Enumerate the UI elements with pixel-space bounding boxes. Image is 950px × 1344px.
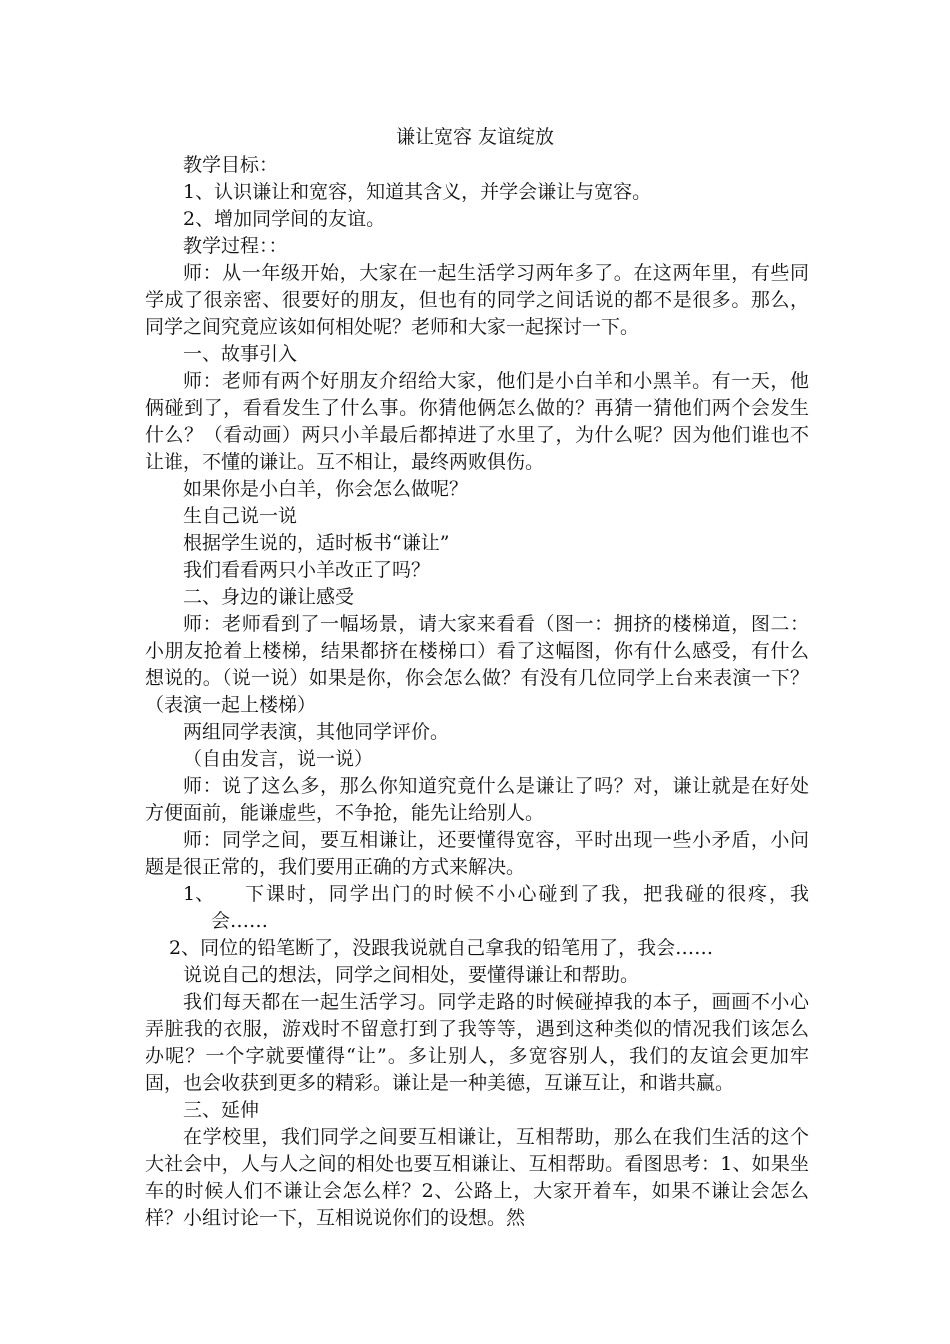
document-title: 谦让宽容 友谊绽放 [395,126,555,148]
paragraph: 我们每天都在一起生活学习。同学走路的时候碰掉我的本子，画画不小心弄脏我的衣服，游戏时不留意打到了我等等，遇到这种类似的情况我们该怎么办呢？一个字就要懂得“让”。多让别人，多宽容别人，我们的友谊会更加牢固，也会收获到更多的精彩。谦让是一种美德，互谦互让，和谐共赢。 [145,991,809,1094]
paragraph: 两组同学表演，其他同学评价。 [183,721,450,743]
list-item-number: 1、 [183,883,215,905]
paragraph: 师：从一年级开始，大家在一起生活学习两年多了。在这两年里，有些同学成了很亲密、很要好的朋友，但也有的同学之间话说的都不是很多。那么，同学之间究竟应该如何相处呢？老师和大家一起探讨一下。 [145,262,809,338]
paragraph: 师：说了这么多，那么你知道究竟什么是谦让了吗？对，谦让就是在好处方便面前，能谦虚些，不争抢，能先让给别人。 [145,775,809,824]
paragraph: 我们看看两只小羊改正了吗？ [183,559,431,581]
section-heading: 一、故事引入 [183,343,298,365]
objective-item: 2、增加同学间的友谊。 [183,208,386,230]
section-heading-process: 教学过程：： [183,235,288,257]
paragraph: 如果你是小白羊，你会怎么做呢？ [183,478,469,500]
paragraph: 师：老师有两个好朋友介绍给大家，他们是小白羊和小黑羊。有一天，他俩碰到了，看看发生了什么事。你猜他俩怎么做的？再猜一猜他们两个会发生什么？（看动画）两只小羊最后都掉进了水里了，为什么呢？因为他们谁也不让谁，不懂的谦让。互不相让，最终两败俱伤。 [145,370,809,473]
paragraph: 师：老师看到了一幅场景，请大家来看看（图一：拥挤的楼梯道，图二：小朋友抢着上楼梯，结果都挤在楼梯口）看了这幅图，你有什么感受，有什么想说的。（说一说）如果是你，你会怎么做？有没有几位同学上台来表演一下？（表演一起上楼梯） [145,613,809,716]
paragraph: 根据学生说的，适时板书“谦让” [183,532,450,554]
section-heading: 三、延伸 [183,1099,260,1121]
paragraph: （自由发言，说一说） [183,748,374,770]
paragraph: 生自己说一说 [183,505,298,527]
objective-item: 1、认识谦让和宽容，知道其含义，并学会谦让与宽容。 [183,181,652,203]
paragraph: 在学校里，我们同学之间要互相谦让，互相帮助，那么在我们生活的这个大社会中，人与人之间的相处也要互相谦让、互相帮助。看图思考：1、如果坐车的时候人们不谦让会怎么样？2、公路上，大家开着车，如果不谦让会怎么样？小组讨论一下，互相说说你们的设想。然 [145,1126,809,1229]
list-item-text: 下课时，同学出门的时候不小心碰到了我，把我碰的很疼，我会…… [211,883,809,932]
list-item: 2、同位的铅笔断了，没跟我说就自己拿我的铅笔用了，我会…… [169,937,714,959]
section-heading: 二、身边的谦让感受 [183,586,355,608]
paragraph: 说说自己的想法，同学之间相处，要懂得谦让和帮助。 [183,964,640,986]
document-body [145,152,809,1232]
section-heading-objectives: 教学目标： [183,154,279,176]
list-item [145,881,809,935]
paragraph: 师：同学之间，要互相谦让，还要懂得宽容，平时出现一些小矛盾，小问题是很正常的，我们要用正确的方式来解决。 [145,829,809,878]
